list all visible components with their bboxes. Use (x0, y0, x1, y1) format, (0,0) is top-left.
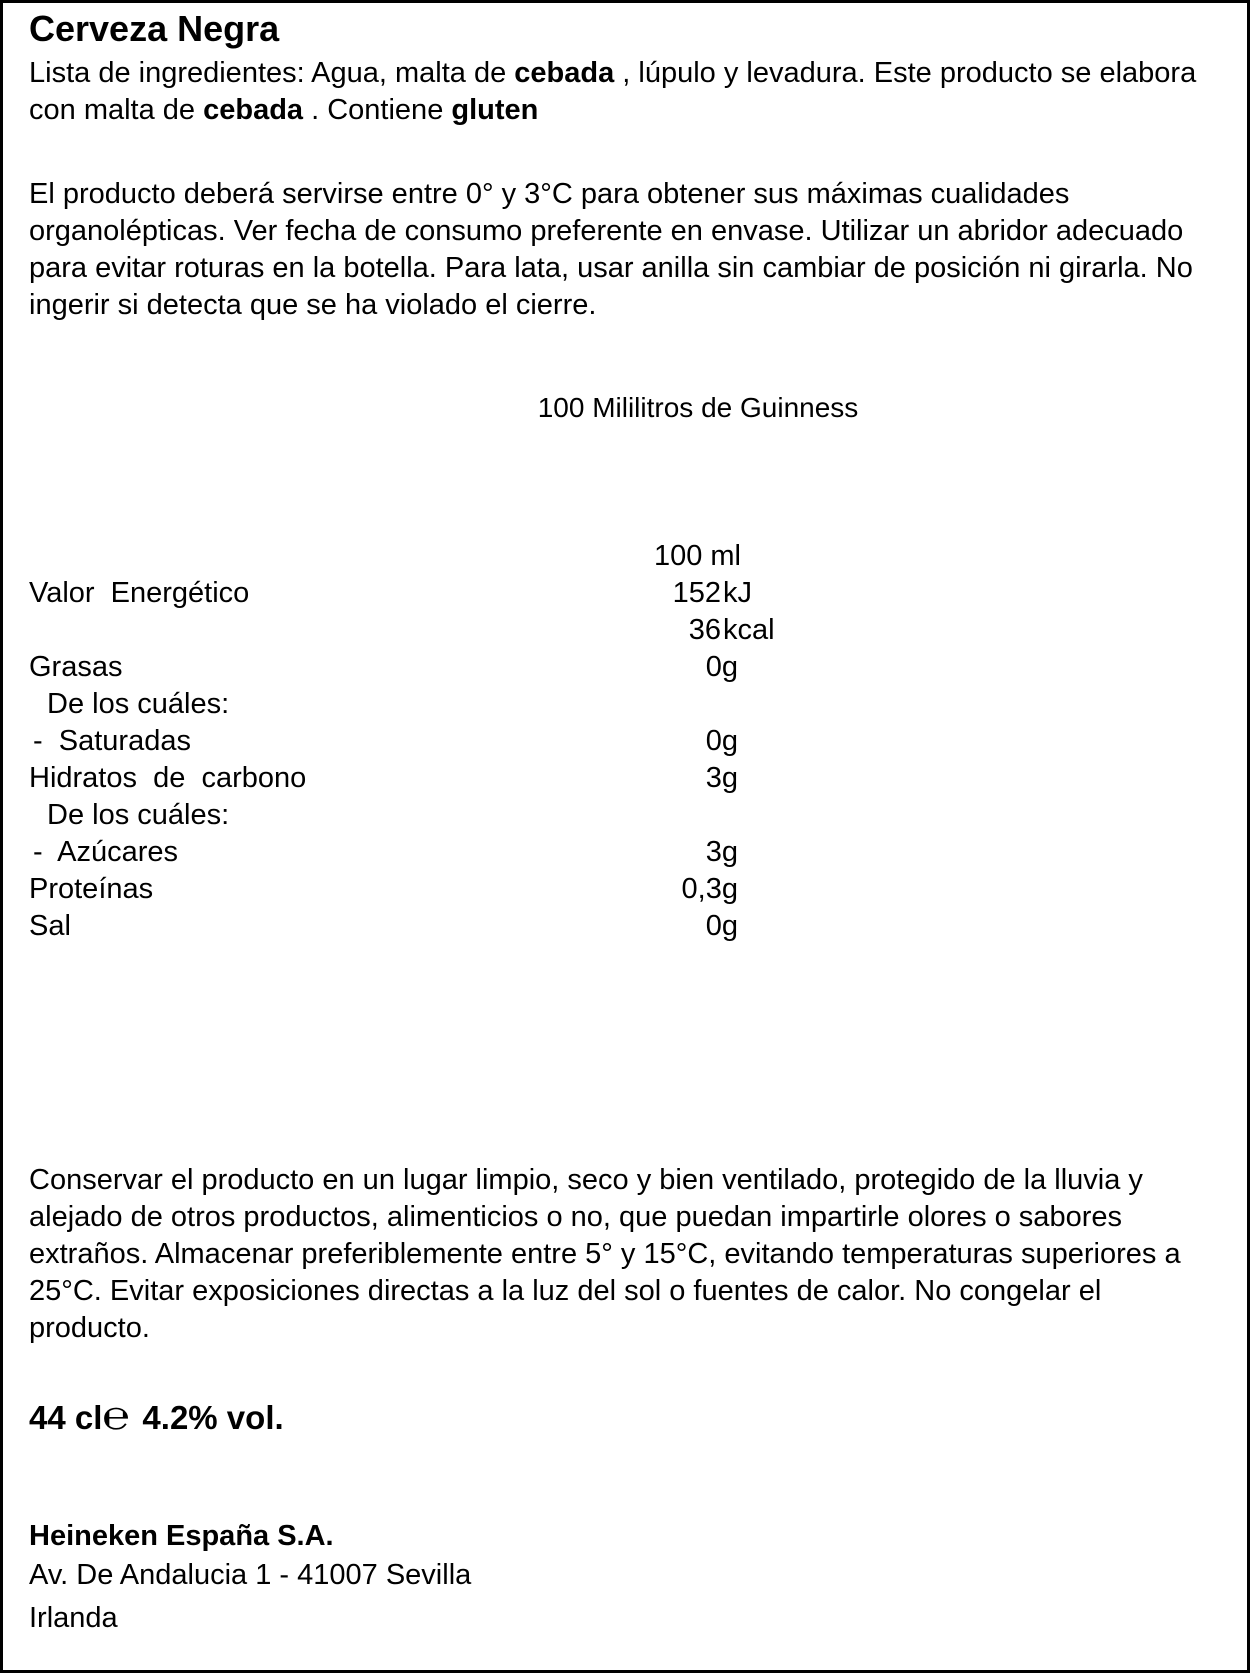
ingredients-text-1: Lista de ingredientes: Agua, malta de (29, 57, 515, 89)
energy-kcal-value: 36 (688, 614, 721, 646)
nutrient-value: 0,3g (681, 873, 738, 905)
product-portion: 100 Mililitros de Guinness (537, 392, 859, 423)
energy-kj-value: 152 (672, 577, 721, 609)
company-name: Heineken España S.A. (29, 1520, 334, 1552)
nutrient-label: Sal (29, 910, 71, 942)
nutrient-sublabel: - Azúcares (33, 836, 179, 868)
allergen-gluten: gluten (451, 94, 539, 126)
nutrient-sublabel: - Saturadas (33, 725, 191, 757)
product-title: Cerveza Negra (29, 8, 280, 49)
nutrition-row (3, 723, 1250, 760)
nutrient-value: 0g (705, 651, 738, 683)
nutrition-row (3, 834, 1250, 871)
nutrition-row (3, 686, 1250, 723)
energy-kj-unit: kJ (723, 577, 752, 609)
serving-instructions: El producto deberá servirse entre 0° y 3°C para obtener sus máximas cualidades organolépticas. Ver fecha de consumo preferente en envase. Utilizar un abridor adecuado para evitar roturas en la botella. Para lata, usar anilla sin cambiar de posición ni girarla. No ingerir si detecta que se ha violado el cierre. (29, 178, 1193, 321)
nutrition-column-header: 100 ml (653, 540, 741, 572)
nutrient-sublabel: De los cuáles: (47, 799, 230, 831)
nutrient-label: Grasas (29, 651, 123, 683)
allergen-cebada-1: cebada (514, 57, 615, 89)
nutrition-row (3, 760, 1250, 797)
company-address: Av. De Andalucia 1 - 41007 Sevilla (29, 1559, 472, 1591)
nutrient-value: 0g (705, 725, 738, 757)
ingredients-text-2: , lúpulo y levadura. Este producto se elabora con malta de (29, 57, 1197, 126)
company-country: Irlanda (29, 1602, 118, 1634)
ingredients-text-3: . Contiene (303, 94, 452, 126)
energy-kj-row (3, 575, 1250, 612)
nutrition-header-row (3, 538, 1250, 575)
nutrient-label: Hidratos de carbono (29, 762, 307, 794)
nutrition-row (3, 649, 1250, 686)
volume-line (29, 1394, 284, 1438)
volume-amount: 44 cl (29, 1399, 103, 1436)
energy-label: Valor Energético (29, 577, 250, 609)
nutrient-value: 3g (705, 836, 738, 868)
nutrition-row (3, 908, 1250, 945)
nutrition-row (3, 797, 1250, 834)
storage-instructions: Conservar el producto en un lugar limpio, seco y bien ventilado, protegido de la lluvia y alejado de otros productos, alimenticios o no, que puedan impartirle olores o sabores extraños. Almacenar preferiblemente entre 5° y 15°C, evitando temperaturas superiores a 25°C. Evitar exposiciones directas a la luz del sol o fuentes de calor. No congelar el producto. (29, 1164, 1181, 1344)
allergen-cebada-2: cebada (203, 94, 304, 126)
estimated-sign-icon: ℮ (102, 1394, 131, 1438)
nutrient-sublabel: De los cuáles: (47, 688, 230, 720)
nutrient-label: Proteínas (29, 873, 154, 905)
energy-kcal-row (3, 612, 1250, 649)
energy-kcal-unit: kcal (723, 614, 775, 646)
nutrient-value: 3g (705, 762, 738, 794)
nutrition-row (3, 871, 1250, 908)
abv-value: 4.2% vol. (142, 1399, 284, 1436)
nutrient-value: 0g (705, 910, 738, 942)
ingredients-list (29, 55, 1229, 129)
